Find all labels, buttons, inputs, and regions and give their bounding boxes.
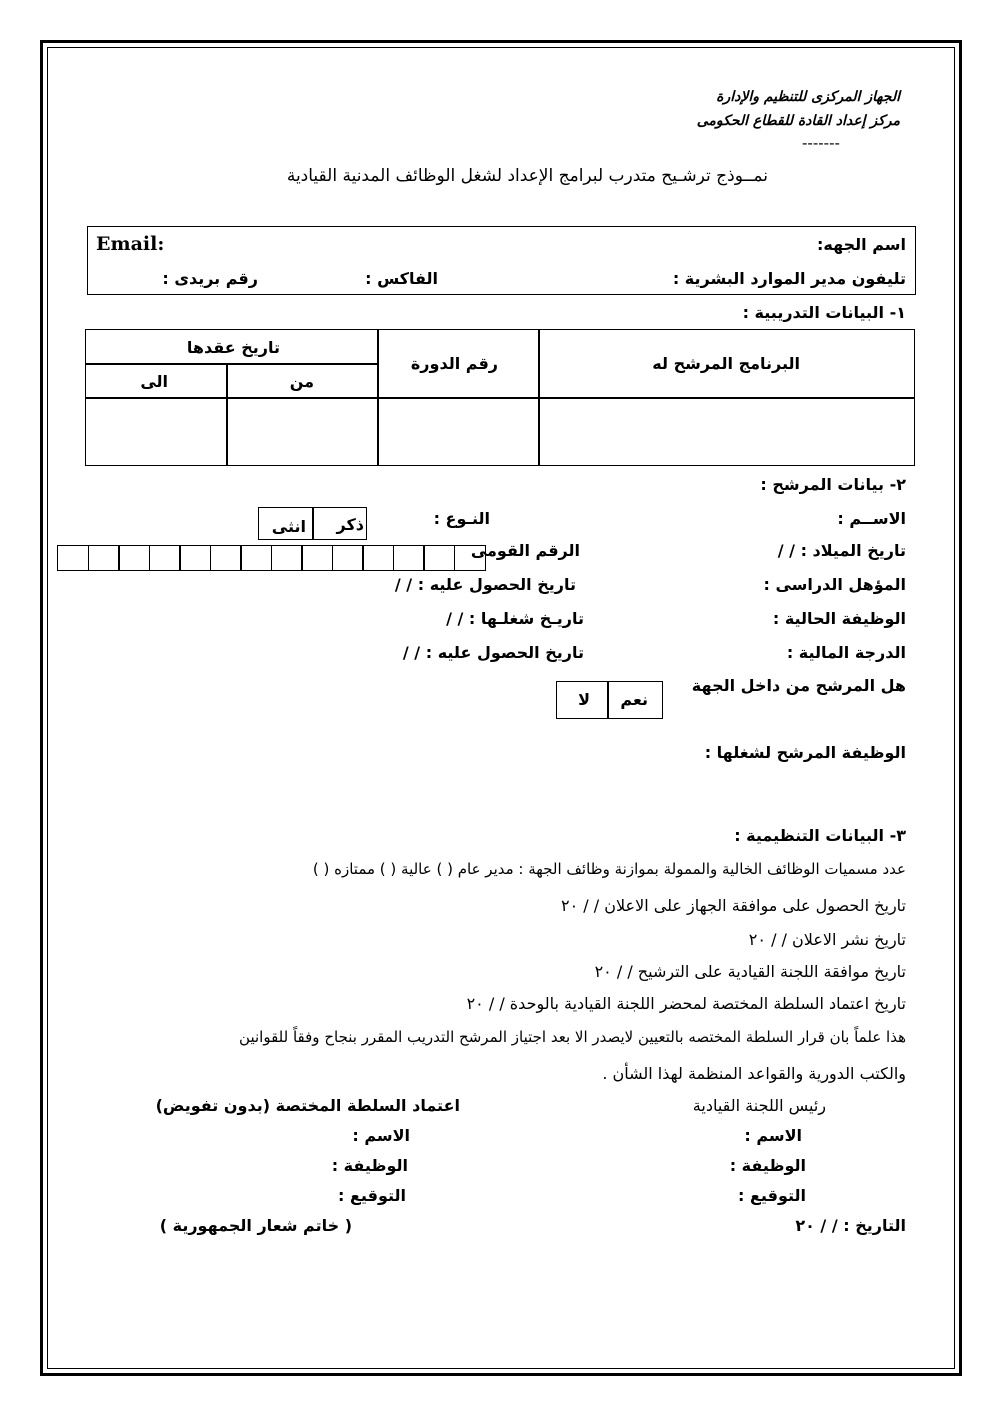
national-id-digit-cell[interactable] [423, 545, 455, 571]
authority-title: اعتماد السلطة المختصة (بدون تفويض) [155, 1096, 460, 1115]
committee-date-line: تاريخ موافقة اللجنة القيادية على الترشيح / / ٢٠ [594, 962, 906, 981]
note-line2: والكتب الدورية والقواعد المنظمة لهذا الشأن . [602, 1064, 906, 1083]
date-label: التاريخ : / / ٢٠ [795, 1216, 906, 1235]
col-date-header: تاريخ عقدها [186, 338, 280, 357]
committee-signature-label: التوقيع : [738, 1186, 806, 1205]
authority-name-label: الاسم : [352, 1126, 410, 1145]
national-id-digit-cell[interactable] [149, 545, 181, 571]
note-line1: هذا علماً بان قرار السلطة المختصه بالتعيين لايصدر الا بعد اجتياز المرشح التدريب المقرر بنجاح وفقاً للقوانين [239, 1028, 906, 1046]
approval-date-line: تاريخ الحصول على موافقة الجهاز على الاعلان / / ٢٠ [561, 896, 906, 915]
national-id-digit-cell[interactable] [240, 545, 272, 571]
national-id-label: الرقم القومى [470, 541, 580, 560]
current-job-label: الوظيفة الحالية : [772, 609, 906, 628]
org-section-title: ٣- البيانات التنظيمية : [734, 826, 906, 845]
org-name-line1: الجهاز المركزى للتنظيم والإدارة [716, 89, 900, 105]
col-program-header: البرنامج المرشح له [652, 354, 800, 373]
committee-job-label: الوظيفة : [729, 1156, 806, 1175]
national-id-digit-cell[interactable] [88, 545, 120, 571]
national-id-digit-cell[interactable] [57, 545, 89, 571]
form-title: نمــوذج ترشـيح متدرب لبرامج الإعداد لشغل الوظائف المدنية القيادية [286, 166, 768, 186]
gender-label: النـوع : [433, 509, 490, 528]
committee-name-label: الاسم : [744, 1126, 802, 1145]
header-dashes: ------- [802, 134, 840, 152]
ad-date-line: تاريخ نشر الاعلان / / ٢٠ [748, 930, 906, 949]
col-from-header: من [289, 372, 314, 391]
inside-entity-question: هل المرشح من داخل الجهة [691, 676, 906, 695]
gender-box-divider [312, 507, 314, 540]
training-table-divider [226, 363, 228, 466]
national-id-digit-cell[interactable] [210, 545, 242, 571]
nominated-job-label: الوظيفة المرشح لشغلها : [704, 743, 906, 762]
qualification-date-label: تاريخ الحصول عليه : / / [394, 575, 576, 594]
national-id-digit-cell[interactable] [118, 545, 150, 571]
republic-seal-label: ( خاتم شعار الجمهورية ) [159, 1216, 352, 1235]
email-label: Email: [96, 233, 165, 255]
qualification-label: المؤهل الدراسى : [763, 575, 906, 594]
national-id-digit-cell[interactable] [271, 545, 303, 571]
national-id-digit-cell[interactable] [393, 545, 425, 571]
training-section-title: ١- البيانات التدريبية : [742, 303, 906, 322]
national-id-digit-cell[interactable] [179, 545, 211, 571]
national-id-digit-cell[interactable] [301, 545, 333, 571]
committee-head-title: رئيس اللجنة القيادية [692, 1096, 826, 1115]
col-to-header: الى [140, 372, 168, 391]
grade-date-label: تاريخ الحصول عليه : / / [402, 643, 584, 662]
inside-entity-no[interactable]: لا [578, 690, 590, 709]
hr-phone-label: تليفون مدير الموارد البشرية : [672, 269, 906, 288]
inside-entity-yes[interactable]: نعم [620, 690, 648, 709]
job-date-label: تاريـخ شغلـها : / / [446, 609, 584, 628]
authority-date-line: تاريخ اعتماد السلطة المختصة لمحضر اللجنة القيادية بالوحدة / / ٢٠ [466, 994, 906, 1013]
national-id-digit-cell[interactable] [362, 545, 394, 571]
authority-signature-label: التوقيع : [338, 1186, 406, 1205]
authority-job-label: الوظيفة : [331, 1156, 408, 1175]
birth-date-label: تاريخ الميلاد : / / [777, 541, 906, 560]
candidate-name-label: الاســم : [837, 509, 906, 528]
candidate-section-title: ٢- بيانات المرشح : [760, 475, 906, 494]
org-name-line2: مركز إعداد القادة للقطاع الحكومى [696, 113, 900, 129]
training-table-date-rule [85, 363, 378, 365]
training-table-header-rule [85, 397, 915, 399]
grade-label: الدرجة المالية : [786, 643, 906, 662]
postal-label: رقم بريدى : [162, 269, 258, 288]
vacancies-line: عدد مسميات الوظائف الخالية والممولة بموازنة وظائف الجهة : مدير عام ( ) عالية ( ) ممتازه ( ) [312, 860, 906, 878]
inside-entity-box-divider [607, 681, 609, 719]
gender-female-option[interactable]: انثى [271, 517, 306, 536]
gender-male-option[interactable]: ذكر [336, 515, 364, 534]
training-table-divider [538, 329, 540, 466]
entity-name-label: اسم الجهه: [816, 235, 906, 254]
col-course-header: رقم الدورة [410, 354, 498, 373]
national-id-digit-cell[interactable] [332, 545, 364, 571]
fax-label: الفاكس : [365, 269, 438, 288]
training-table-divider [377, 329, 379, 466]
national-id-digit-cell[interactable] [454, 545, 486, 571]
